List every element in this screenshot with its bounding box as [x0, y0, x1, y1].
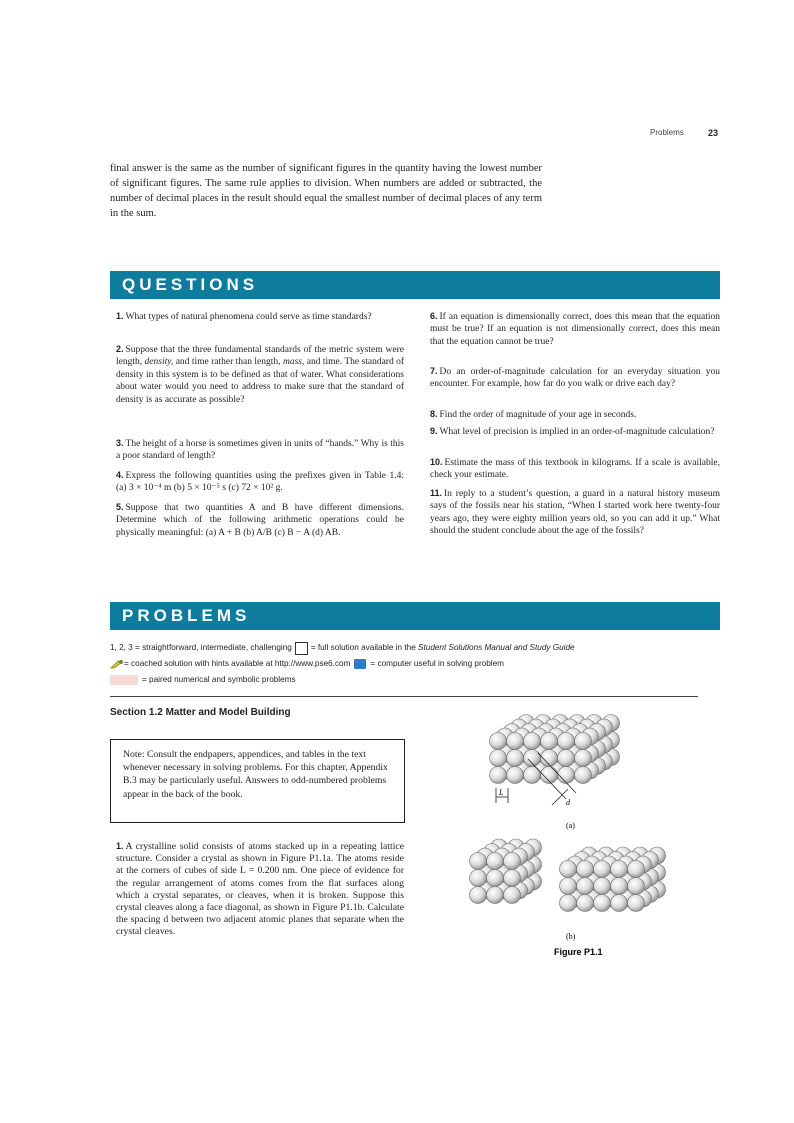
- crystal-lattice-figure: [456, 693, 699, 975]
- paired-problems-swatch: [110, 675, 138, 685]
- question-10: 10. Estimate the mass of this textbook in kilograms. If a scale is available, check your estimate.: [430, 457, 720, 481]
- label-d: d: [566, 798, 570, 807]
- atom-sphere: [575, 733, 592, 750]
- legend-row-3: = paired numerical and symbolic problems: [110, 672, 635, 688]
- question-11: 11. In reply to a student’s question, a guard in a natural history museum says of the fossils near his station, “When I started work here twenty-four years ago, they were eighty million years old, so you can add it up.” What should the student conclude about the age of the fossils?: [430, 488, 720, 537]
- question-6: 6. If an equation is dimensionally correct, does this mean that the equation must be true? If an equation is not dimensionally correct, does this mean that the equation cannot be true?: [430, 311, 720, 347]
- atom-sphere: [490, 733, 507, 750]
- atom-sphere: [490, 750, 507, 767]
- note-box: [110, 739, 405, 823]
- atom-sphere: [575, 750, 592, 767]
- figure-caption: Figure P1.1: [554, 947, 603, 957]
- atom-sphere: [487, 853, 504, 870]
- atom-sphere: [577, 878, 594, 895]
- atom-sphere: [504, 870, 521, 887]
- atom-sphere: [611, 895, 628, 912]
- atom-sphere: [470, 887, 487, 904]
- crystal-b-right: [560, 847, 666, 912]
- atom-sphere: [470, 853, 487, 870]
- atom-sphere: [504, 887, 521, 904]
- atom-sphere: [470, 870, 487, 887]
- label-L: L: [499, 788, 504, 797]
- atom-sphere: [490, 767, 507, 784]
- coached-solution-icon: [110, 659, 124, 669]
- page-number: 23: [708, 128, 719, 138]
- questions-heading-bar: [110, 271, 720, 299]
- atom-sphere: [487, 887, 504, 904]
- atom-sphere: [487, 870, 504, 887]
- atom-sphere: [507, 750, 524, 767]
- problem-1: 1. A crystalline solid consists of atoms stacked up in a repeating lattice structure. Consider a crystal as shown in Figure P1.1a. The atoms reside at the corners of cubes of side L = 0.200 nm. One piece of evidence for the regular arrangement of atoms comes from the flat surfaces along which a crystal separates, or cleaves, when it is broken. Suppose this crystal cleaves along a face diagonal, as shown in Figure P1.1b. Calculate the spacing d between two adjacent atomic planes that separate when the crystal cleaves.: [116, 841, 404, 938]
- problems-heading-bar: [110, 602, 720, 630]
- atom-sphere: [541, 733, 558, 750]
- computer-icon: [354, 659, 366, 669]
- atom-sphere: [594, 878, 611, 895]
- atom-sphere: [507, 767, 524, 784]
- atom-sphere: [524, 750, 541, 767]
- atom-sphere: [577, 895, 594, 912]
- legend-row-2: = coached solution with hints available at http://www.pse6.com = computer useful in solving problem: [110, 656, 635, 672]
- intro-paragraph: final answer is the same as the number of significant figures in the quantity having the lowest number of significant figures. The same rule applies to division. When numbers are added or subtracted, the number of decimal places in the result should equal the smallest number of decimal places of any term in the sum.: [110, 163, 542, 219]
- question-7: 7. Do an order-of-magnitude calculation for an everyday situation you encounter. For example, how far do you walk or drive each day?: [430, 366, 720, 390]
- atom-sphere: [560, 861, 577, 878]
- atom-sphere: [577, 861, 594, 878]
- questions-heading: QUESTIONS: [122, 275, 259, 294]
- atom-sphere: [628, 861, 645, 878]
- atom-sphere: [594, 895, 611, 912]
- atom-sphere: [558, 767, 575, 784]
- problems-heading: PROBLEMS: [122, 606, 251, 625]
- question-9: 9. What level of precision is implied in an order-of-magnitude calculation?: [430, 426, 715, 437]
- section-title: Section 1.2 Matter and Model Building: [110, 707, 291, 718]
- note-text: Note: Consult the endpapers, appendices, and tables in the text whenever necessary in solving problems. For this chapter, Appendix B.3 may be particularly useful. Answers to odd-numbered problems appear in the back of the book.: [123, 749, 388, 800]
- atom-sphere: [575, 767, 592, 784]
- atom-sphere: [611, 878, 628, 895]
- atom-sphere: [628, 878, 645, 895]
- crystal-b-left: [470, 839, 542, 904]
- legend-row-1: 1, 2, 3 = straightforward, intermediate, challenging = full solution available in the Student Solutions Manual and Study Guide: [110, 640, 635, 656]
- question-1: 1. What types of natural phenomena could serve as time standards?: [116, 311, 372, 322]
- crystal-a: [490, 715, 620, 784]
- atom-sphere: [560, 878, 577, 895]
- atom-sphere: [611, 861, 628, 878]
- atom-sphere: [560, 895, 577, 912]
- question-5: 5. Suppose that two quantities A and B have different dimensions. Determine which of the following arithmetic operations could be physically meaningful: (a) A + B (b) A/B (c) B − A (d) AB.: [116, 502, 404, 538]
- question-3: 3. The height of a horse is sometimes given in units of “hands.” Why is this a poor standard of length?: [116, 438, 404, 462]
- figure-p1-1: [456, 693, 699, 975]
- question-2: 2. Suppose that the three fundamental standards of the metric system were length, density, and time rather than length, mass, and time. The standard of density in this system is to be defined as that of water. What considerations about water would you need to address to make sure that the standard of density is as accurate as possible?: [116, 344, 405, 405]
- atom-sphere: [594, 861, 611, 878]
- question-4: 4. Express the following quantities using the prefixes given in Table 1.4: (a) 3 × 10⁻⁴ m (b) 5 × 10⁻⁵ s (c) 72 × 10² g.: [116, 470, 404, 494]
- full-solution-box-icon: [295, 642, 308, 655]
- atom-sphere: [628, 895, 645, 912]
- legend: [110, 640, 635, 688]
- label-b: (b): [566, 932, 576, 941]
- atom-sphere: [558, 733, 575, 750]
- running-head: Problems: [650, 128, 684, 137]
- label-a: (a): [566, 821, 575, 830]
- atom-sphere: [558, 750, 575, 767]
- atom-sphere: [504, 853, 521, 870]
- atom-sphere: [507, 733, 524, 750]
- atom-sphere: [524, 733, 541, 750]
- question-8: 8. Find the order of magnitude of your age in seconds.: [430, 409, 637, 420]
